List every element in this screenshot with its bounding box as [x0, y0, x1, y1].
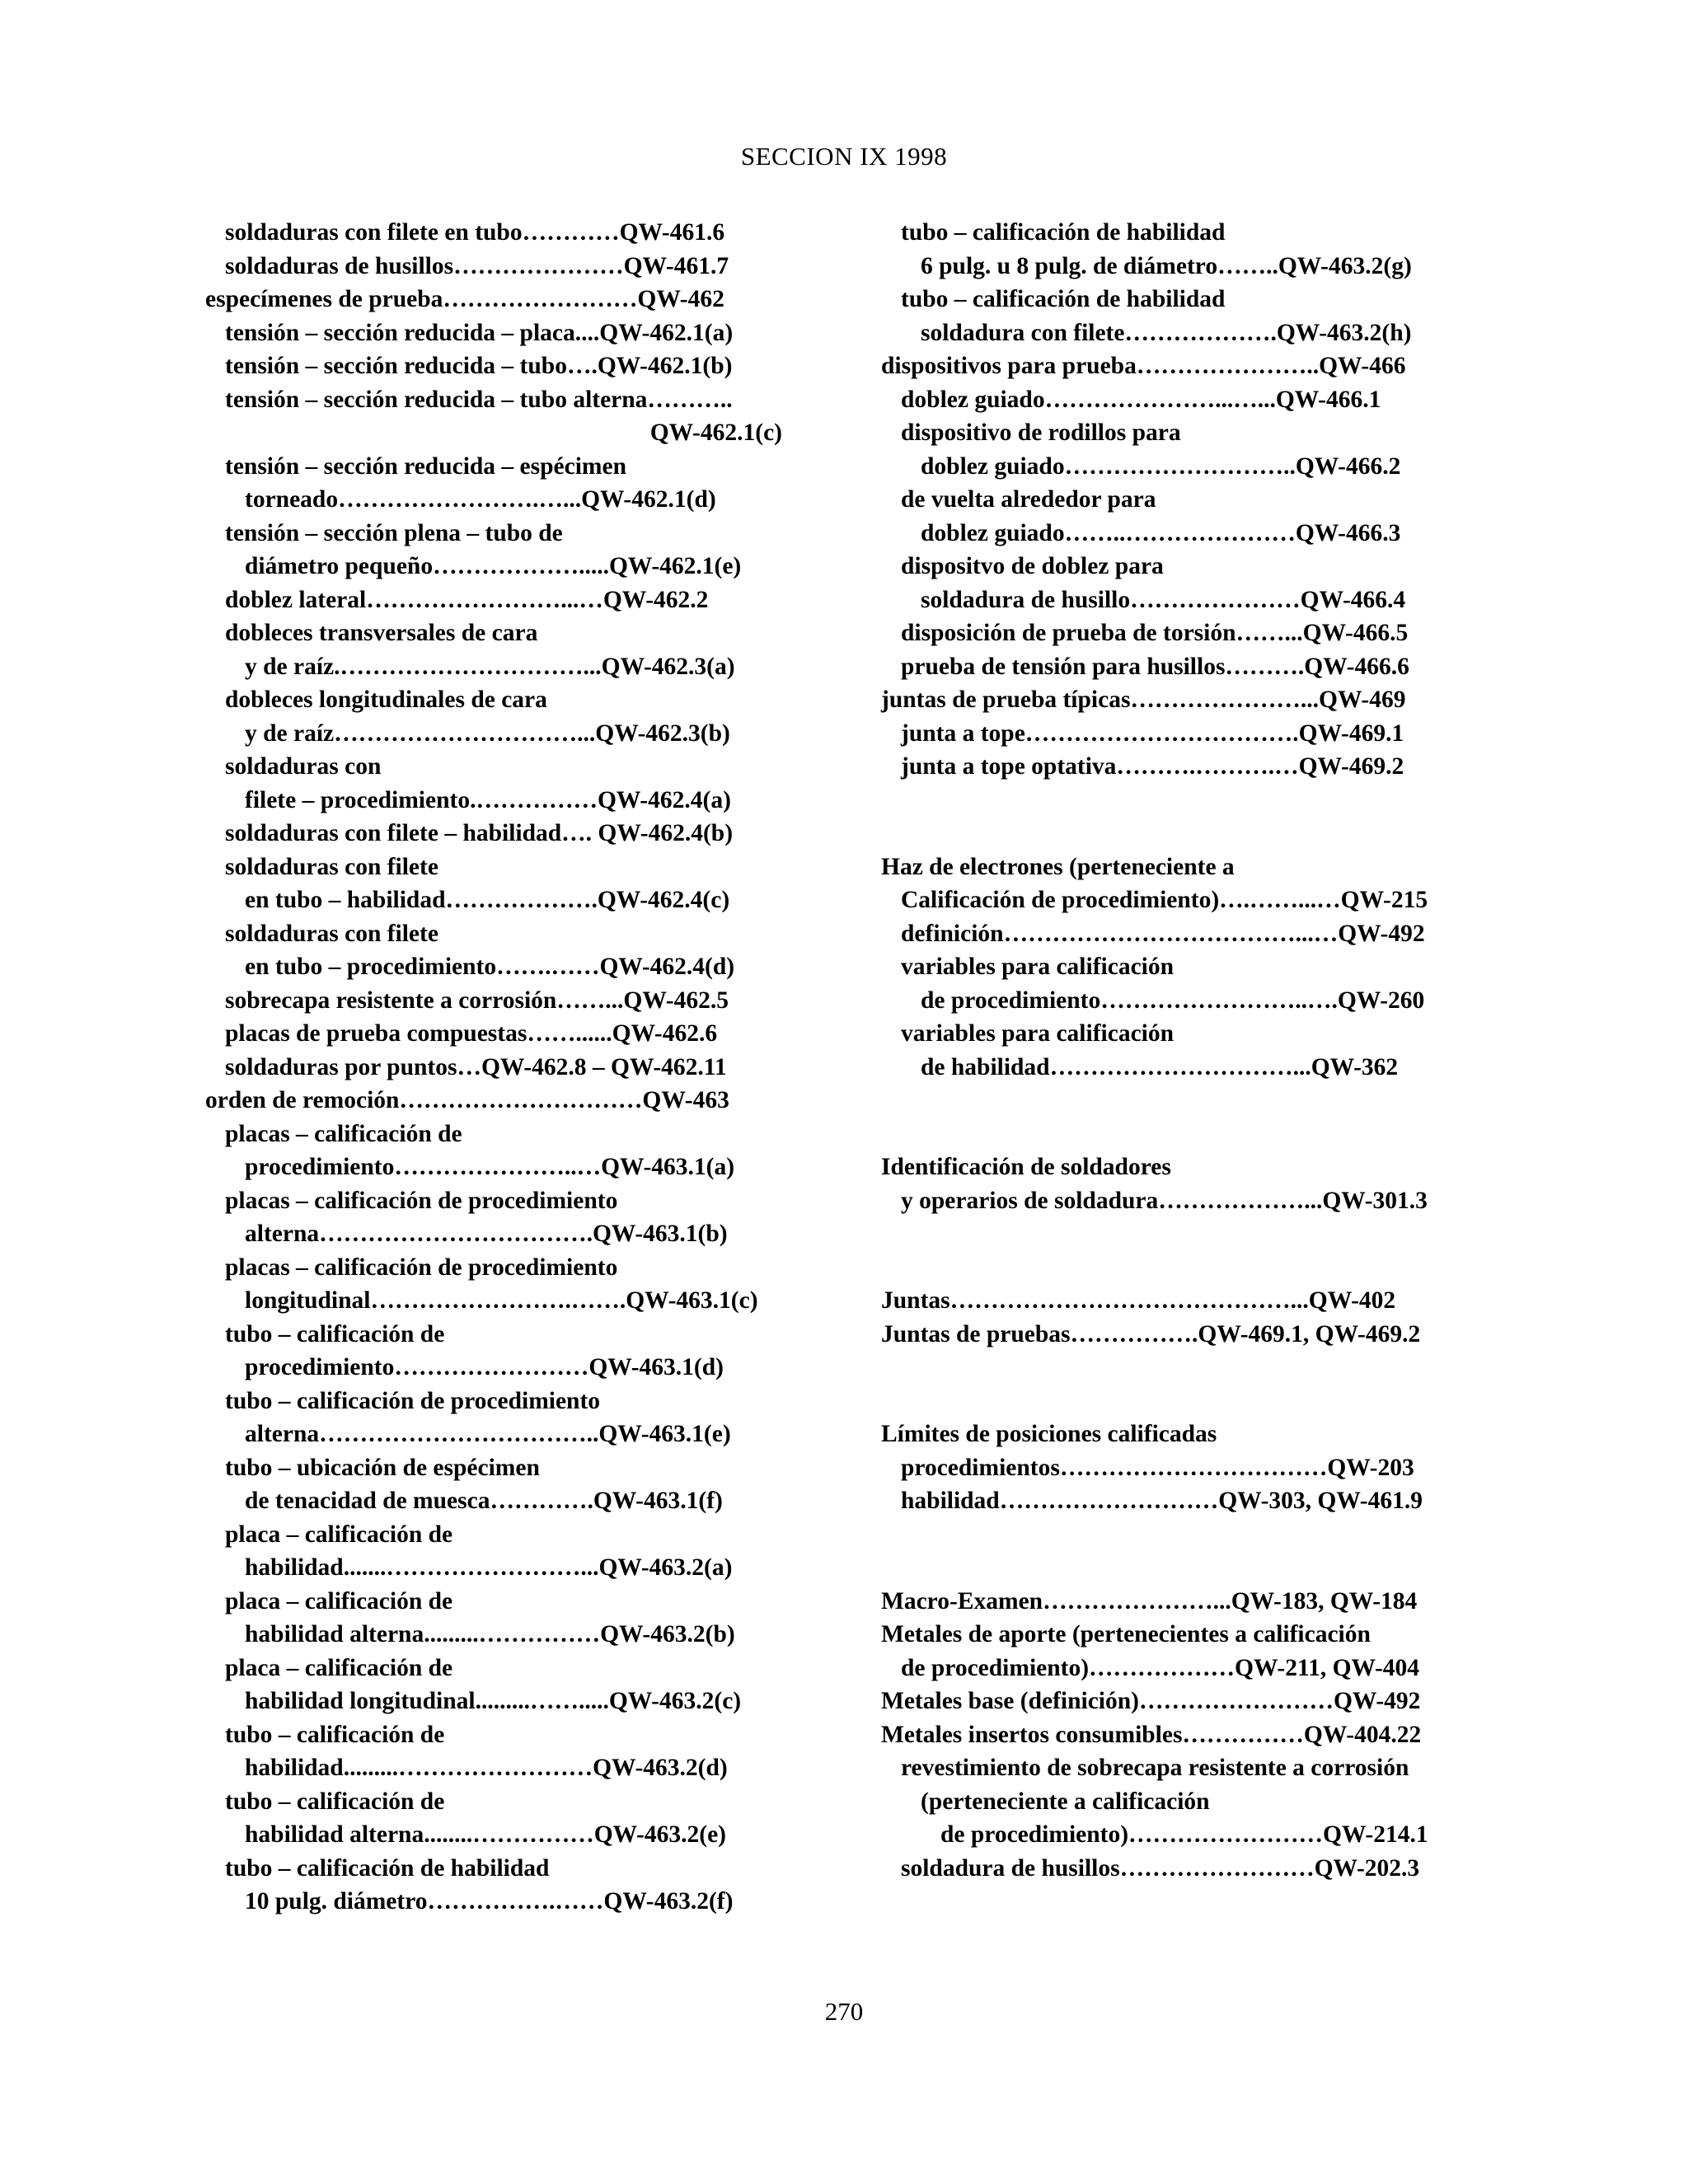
index-entry: soldaduras con [225, 753, 382, 780]
spacer [881, 1551, 1483, 1585]
index-entry: (perteneciente a calificación [921, 1788, 1210, 1815]
index-entry: tensión – sección plena – tubo de [225, 519, 563, 546]
index-entry: de habilidad…………………………...QW-362 [921, 1053, 1399, 1080]
spacer [881, 1385, 1483, 1418]
index-entry: torneado…………………….…...QW-462.1(d) [245, 486, 716, 513]
index-entry: Macro-Examen…………………...QW-183, QW-184 [881, 1587, 1418, 1615]
index-entry: habilidad.........……………………QW-463.2(d) [245, 1755, 728, 1781]
index-entry: filete – procedimiento.……………QW-462.4(a) [245, 786, 731, 813]
index-entry: Metales base (definición)……………………QW-492 [881, 1688, 1421, 1714]
page-header: SECCION IX 1998 [740, 142, 948, 171]
index-entry: QW-462.1(c) [649, 419, 782, 446]
index-entry: sobrecapa resistente a corrosión……...QW-462.5 [225, 987, 729, 1014]
index-entry: doblez lateral……………………...…QW-462.2 [225, 586, 709, 613]
index-entry: junta a tope…………………………….QW-469.1 [901, 719, 1404, 747]
index-entry: soldadura con filete……………….QW-463.2(h) [921, 319, 1412, 346]
index-entry: tubo – calificación de [225, 1320, 445, 1347]
index-entry: Haz de electrones (perteneciente a [881, 853, 1235, 880]
index-entry: y de raíz.…………………………...QW-462.3(a) [245, 653, 735, 680]
index-entry: diámetro pequeño……………….....QW-462.1(e) [245, 553, 742, 579]
index-entry: variables para calificación [901, 954, 1175, 980]
index-entry: y operarios de soldadura………………...QW-301.3 [901, 1187, 1428, 1214]
index-entry: alterna…………………………….QW-463.1(b) [245, 1221, 728, 1247]
index-entry: tensión – sección reducida – tubo….QW-462.1(b) [225, 353, 733, 379]
spacer [881, 817, 1483, 851]
spacer [881, 1217, 1483, 1251]
index-entry: 6 pulg. u 8 pulg. de diámetro……..QW-463.2(g) [921, 252, 1412, 279]
index-entry: placas – calificación de procedimiento [225, 1254, 618, 1281]
index-entry: doblez guiado……..…………………QW-466.3 [921, 519, 1401, 546]
index-entry: 10 pulg. diámetro…………….……QW-463.2(f) [245, 1888, 734, 1915]
index-entry: habilidad.......……………………...QW-463.2(a) [245, 1554, 733, 1581]
index-entry: soldadura de husillo…………………QW-466.4 [921, 586, 1406, 613]
index-entry: soldaduras por puntos…QW-462.8 – QW-462.11 [225, 1053, 727, 1080]
index-entry: tubo – calificación de [225, 1721, 445, 1748]
spacer [881, 1518, 1483, 1552]
index-entry: soldadura de husillos……………………QW-202.3 [901, 1854, 1420, 1882]
index-entry: tensión – sección reducida – placa....QW-462.1(a) [225, 319, 734, 346]
index-entry: tubo – ubicación de espécimen [225, 1454, 540, 1481]
index-entry: placas – calificación de [225, 1120, 462, 1147]
index-entry: tubo – calificación de habilidad [901, 219, 1226, 246]
index-entry: tensión – sección reducida – tubo alterna……….. [225, 386, 733, 413]
page-number: 270 [824, 1997, 864, 2026]
index-entry: habilidad alterna.........……………QW-463.2(b) [245, 1621, 735, 1647]
index-entry: longitudinal…………………….…….QW-463.1(c) [245, 1287, 758, 1314]
index-entry: dobleces longitudinales de cara [225, 687, 547, 713]
index-entry: procedimiento……………………QW-463.1(d) [245, 1354, 724, 1380]
index-entry: Identificación de soldadores [881, 1154, 1171, 1180]
index-entry: Juntas……………………………………...QW-402 [881, 1287, 1396, 1314]
index-entry: doblez guiado………………………..QW-466.2 [921, 452, 1401, 480]
index-entry: placas – calificación de procedimiento [225, 1187, 618, 1214]
index-entry: Metales de aporte (pertenecientes a calificación [881, 1621, 1371, 1647]
index-entry: soldaduras de husillos…………………QW-461.7 [225, 252, 729, 279]
spacer [881, 1251, 1483, 1285]
index-entry: de procedimiento)………………QW-211, QW-404 [901, 1654, 1420, 1681]
index-entry: placa – calificación de [225, 1587, 453, 1615]
index-entry: soldaduras con filete [225, 920, 438, 947]
index-entry: tensión – sección reducida – espécimen [225, 452, 626, 480]
index-entry: de procedimiento)……………………QW-214.1 [940, 1821, 1428, 1848]
index-entry: tubo – calificación de procedimiento [225, 1387, 601, 1414]
index-entry: habilidad alterna........……………QW-463.2(e) [245, 1821, 726, 1848]
index-entry: Metales insertos consumibles……………QW-404.22 [881, 1721, 1422, 1748]
spacer [881, 1084, 1483, 1118]
index-entry: revestimiento de sobrecapa resistente a corrosión [901, 1755, 1409, 1781]
index-column-right [881, 216, 1483, 1885]
index-entry: y de raíz…………………………...QW-462.3(b) [245, 719, 730, 747]
index-entry: tubo – calificación de habilidad [901, 286, 1226, 312]
index-entry: junta a tope optativa……….……….…QW-469.2 [901, 753, 1404, 780]
index-entry: variables para calificación [901, 1020, 1175, 1047]
index-entry: definición………………………………...…QW-492 [901, 920, 1425, 947]
index-entry: Calificación de procedimiento)….……...…QW-215 [901, 887, 1428, 913]
index-entry: soldaduras con filete en tubo…………QW-461.6 [225, 219, 725, 246]
index-entry: de tenacidad de muesca………….QW-463.1(f) [245, 1488, 723, 1514]
index-entry: soldaduras con filete [225, 853, 438, 880]
index-entry: procedimiento…………………..…QW-463.1(a) [245, 1154, 735, 1180]
index-entry: procedimientos……………………………QW-203 [901, 1454, 1414, 1481]
index-entry: tubo – calificación de habilidad [225, 1854, 550, 1882]
spacer [881, 1351, 1483, 1385]
index-entry: prueba de tensión para husillos……….QW-466.6 [901, 653, 1409, 680]
index-entry: especímenes de prueba……………………QW-462 [205, 286, 724, 312]
index-entry: dispositivos para prueba…………………..QW-466 [881, 353, 1406, 379]
index-entry: de procedimiento……………………..….QW-260 [921, 987, 1425, 1014]
index-entry: alterna……………………………..QW-463.1(e) [245, 1421, 731, 1447]
index-entry: tubo – calificación de [225, 1788, 445, 1815]
index-entry: doblez guiado…………………...…...QW-466.1 [901, 386, 1381, 413]
index-entry: placa – calificación de [225, 1654, 453, 1681]
index-entry: placa – calificación de [225, 1521, 453, 1548]
index-entry: disposición de prueba de torsión……...QW-466.5 [901, 620, 1409, 646]
index-entry: placas de prueba compuestas……......QW-462.6 [225, 1020, 718, 1047]
index-entry: juntas de prueba típicas…………………...QW-469 [881, 687, 1406, 713]
index-entry: soldaduras con filete – habilidad…. QW-462.4(b) [225, 820, 734, 846]
index-entry: orden de remoción…………………………QW-463 [205, 1087, 729, 1113]
spacer [881, 1118, 1483, 1151]
index-entry: en tubo – habilidad……………….QW-462.4(c) [245, 887, 730, 913]
index-entry: habilidad longitudinal.........…….....QW-463.2(c) [245, 1688, 742, 1714]
index-entry: Juntas de pruebas…………….QW-469.1, QW-469.2 [881, 1320, 1421, 1347]
index-entry: Límites de posiciones calificadas [881, 1421, 1217, 1447]
index-entry: dispositvo de doblez para [901, 553, 1164, 579]
index-column-left [205, 216, 782, 1919]
index-entry: dobleces transversales de cara [225, 620, 538, 646]
index-entry: de vuelta alrededor para [901, 486, 1156, 513]
spacer [881, 784, 1483, 818]
index-entry: habilidad………………………QW-303, QW-461.9 [901, 1488, 1423, 1514]
index-entry: dispositivo de rodillos para [901, 419, 1181, 446]
index-entry: en tubo – procedimiento…….……QW-462.4(d) [245, 954, 735, 980]
